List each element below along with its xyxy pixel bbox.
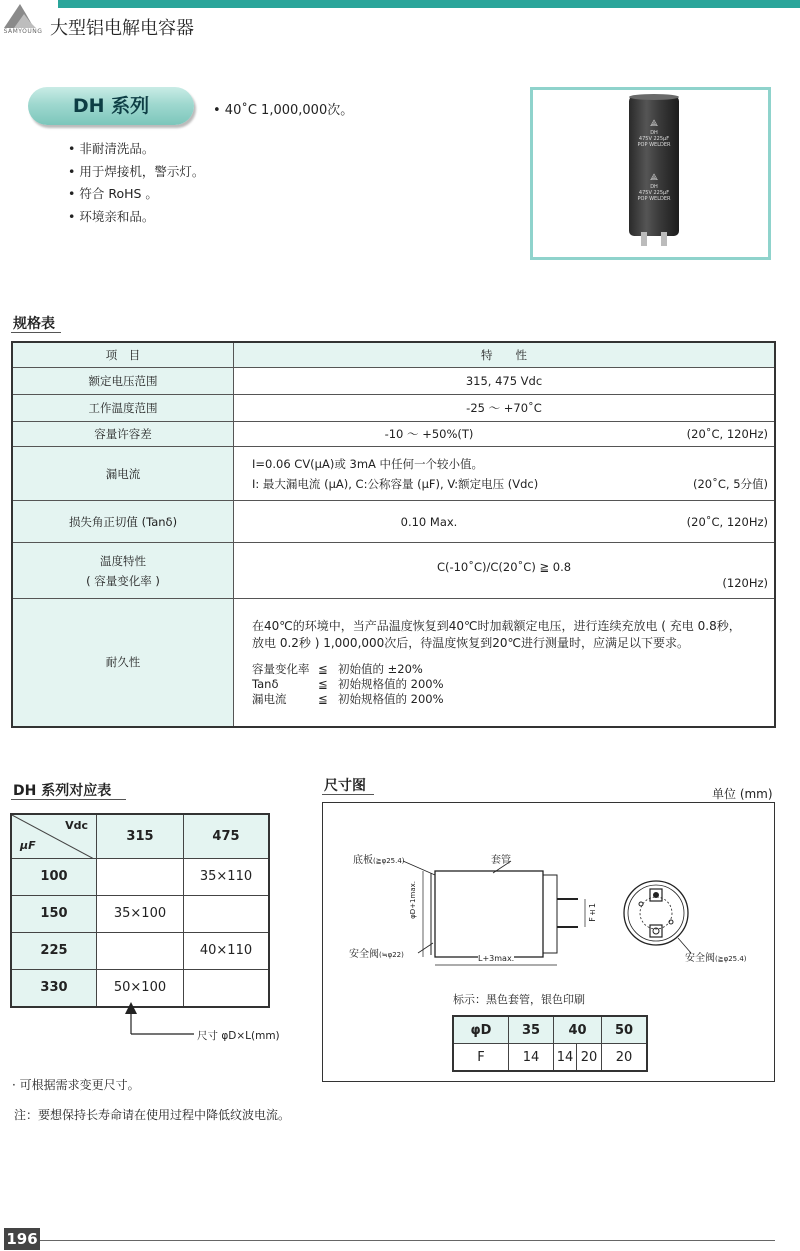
spec-note: (20˚C, 5分值) (692, 476, 768, 491)
endurance-op: ≦ (318, 691, 328, 706)
spec-header-item: 项 目 (12, 342, 234, 368)
pitch-table (452, 1015, 648, 1072)
spec-label-line: ( 容量变化率 ) (86, 573, 160, 588)
spec-note: (20˚C, 120Hz) (686, 514, 768, 529)
capacitor-image (629, 96, 679, 236)
product-photo (530, 87, 771, 260)
feature-list (68, 138, 204, 228)
capacitance-cell: 100 (11, 858, 97, 895)
endurance-text: 在40℃的环境中，当产品温度恢复到40℃时加载额定电压，进行连续充放电 ( 充电 0.8秒， (252, 618, 741, 633)
series-headline: • 40˚C 1,000,000次。 (213, 103, 354, 118)
spec-label-line: 温度特性 (100, 553, 146, 568)
header-accent-bar (58, 0, 800, 8)
spec-value: -25 ～ +70˚C (234, 395, 776, 422)
size-note: 尺寸 φD×L(mm) (197, 1030, 280, 1042)
endurance-val: 初始值的 ±20% (338, 661, 423, 676)
ftable-value: 14 (509, 1044, 554, 1072)
endurance-op: ≦ (318, 676, 328, 691)
cap-marking: POP WELDER (637, 142, 671, 148)
feature-item: • 符合 RoHS 。 (68, 183, 204, 206)
corner-cell (11, 814, 97, 858)
size-cell (97, 932, 184, 969)
spec-table (11, 341, 776, 728)
size-cell (97, 858, 184, 895)
endurance-key: 漏电流 (252, 691, 287, 706)
size-cell: 35×100 (97, 895, 184, 932)
ftable-value: 20 (577, 1044, 602, 1072)
spec-label: 额定电压范围 (12, 368, 234, 395)
capacitance-cell: 330 (11, 969, 97, 1007)
page-title: 大型铝电解电容器 (50, 18, 194, 39)
corner-capacitance: μF (20, 838, 36, 852)
ftable-value: 20 (602, 1044, 648, 1072)
cap-marking: POP WELDER (637, 196, 671, 202)
spec-note: (20˚C, 120Hz) (686, 427, 768, 441)
series-badge (28, 87, 194, 125)
correspondence-title: DH 系列对应表 (13, 783, 112, 799)
length-label: L+3max. (478, 954, 515, 963)
ftable-header: 50 (602, 1016, 648, 1044)
terminal (641, 232, 647, 246)
spec-section-title: 规格表 (13, 316, 55, 332)
ftable-header: 35 (509, 1016, 554, 1044)
size-cell (184, 895, 270, 932)
capacitance-cell: 150 (11, 895, 97, 932)
valve-label: 安全阀(≒φ22) (349, 949, 404, 960)
size-pointer-arrow-icon (120, 1000, 200, 1042)
ftable-value: 14 (554, 1044, 577, 1072)
feature-item: • 用于焊接机，警示灯。 (68, 161, 204, 184)
feature-item: • 环境亲和品。 (68, 206, 204, 229)
marking-note: 标示：黑色套管，银色印刷 (453, 993, 585, 1006)
divider (322, 794, 374, 795)
spec-value: C(-10˚C)/C(20˚C) ≧ 0.8 (436, 559, 572, 574)
cap-marking: 475V 225μF (638, 136, 670, 142)
ftable-label: F (453, 1044, 509, 1072)
sleeve-label: 套管 (491, 855, 511, 866)
spec-label: 耐久性 (12, 599, 234, 727)
dimension-title: 尺寸图 (324, 778, 366, 794)
note-ripple: 注：要想保持长寿命请在使用过程中降低纹波电流。 (14, 1108, 291, 1122)
endurance-val: 初始规格值的 200% (338, 691, 444, 706)
voltage-header: 475 (184, 814, 270, 858)
corner-voltage: Vdc (65, 819, 88, 832)
series-name: DH 系列 (72, 95, 150, 117)
endurance-key: Tanδ (252, 676, 279, 691)
ftable-header: φD (453, 1016, 509, 1044)
spec-label: 工作温度范围 (12, 395, 234, 422)
endurance-text: 放电 0.2秒 ) 1,000,000次后，待温度恢复到20℃进行测量时，应满足以下要求。 (252, 635, 690, 650)
size-cell: 35×110 (184, 858, 270, 895)
voltage-header: 315 (97, 814, 184, 858)
spec-value: -10 ～ +50%(T) (384, 427, 474, 441)
size-cell: 40×110 (184, 932, 270, 969)
spec-label: 损失角正切值 (Tanδ) (12, 501, 234, 543)
cap-marking: DH (650, 130, 658, 136)
valve-label-right: 安全阀(≧φ25.4) (685, 953, 747, 964)
divider (11, 799, 126, 800)
endurance-val: 初始规格值的 200% (338, 676, 444, 691)
spec-label (12, 543, 234, 599)
capacitor-top (629, 94, 679, 100)
spec-header-char: 特 性 (234, 342, 776, 368)
cap-marking: DH (650, 184, 658, 190)
cap-marking: 475V 225μF (638, 190, 670, 196)
note-size-change: · 可根据需求变更尺寸。 (12, 1078, 140, 1092)
brand-mark-icon: ⟁ (649, 173, 659, 183)
brand-name: SAMYOUNG (3, 28, 43, 35)
page-number: 196 (4, 1228, 40, 1250)
size-cell: 50×100 (97, 969, 184, 1007)
spec-value: I=0.06 CV(μA)或 3mA 中任何一个较小值。 (252, 456, 484, 471)
pitch-label: F±1 (588, 903, 597, 922)
brand-mark-icon: ⟁ (649, 119, 659, 129)
endurance-key: 容量变化率 (252, 661, 310, 676)
terminal (661, 232, 667, 246)
spec-value: 315, 475 Vdc (234, 368, 776, 395)
footer-rule (40, 1240, 775, 1241)
spec-label: 容量许容差 (12, 422, 234, 447)
spec-note: (120Hz) (722, 575, 768, 590)
divider (11, 332, 61, 333)
capacitor-outline-diagram (323, 803, 773, 1003)
correspondence-table (10, 813, 270, 1008)
feature-item: • 非耐清洗品。 (68, 138, 204, 161)
spec-value: 0.10 Max. (400, 514, 458, 529)
capacitance-cell: 225 (11, 932, 97, 969)
diameter-label: φD+1max. (409, 881, 417, 919)
spec-value: I: 最大漏电流 (μA), C:公称容量 (μF), V:额定电压 (Vdc) (252, 476, 539, 491)
endurance-op: ≦ (318, 661, 328, 676)
unit-label: 单位 (mm) (712, 787, 773, 801)
base-plate-label: 底板(≧φ25.4) (353, 855, 405, 866)
spec-label: 漏电流 (12, 447, 234, 501)
ftable-header: 40 (554, 1016, 602, 1044)
